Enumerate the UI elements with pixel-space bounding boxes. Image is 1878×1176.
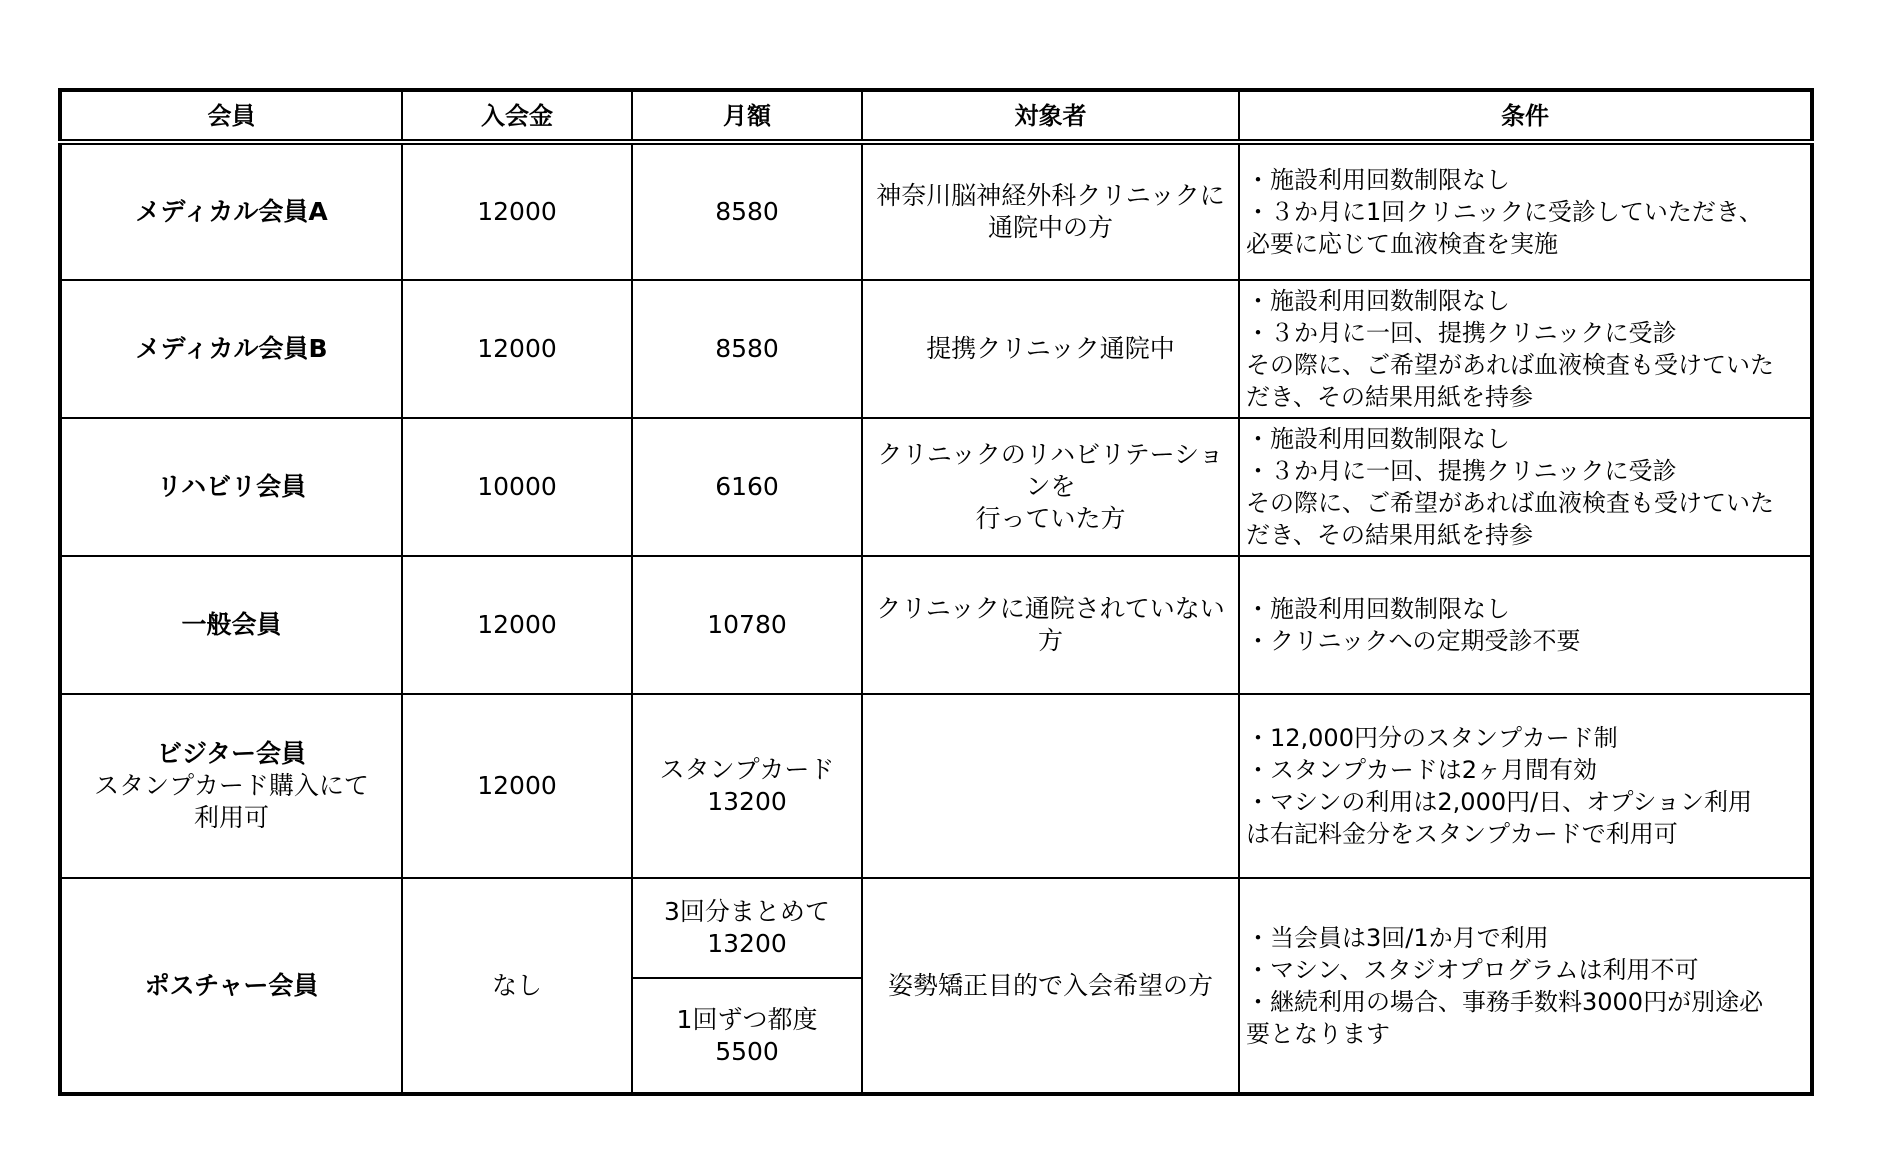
monthly-fee-per-visit: 1回ずつ都度 5500 bbox=[632, 978, 862, 1094]
target-audience bbox=[862, 694, 1239, 878]
table-row bbox=[60, 556, 1812, 694]
conditions: ・施設利用回数制限なし ・３か月に1回クリニックに受診していただき、 必要に応じて血液検査を実施 bbox=[1239, 142, 1812, 280]
member-name: 一般会員 bbox=[60, 556, 402, 694]
header-target: 対象者 bbox=[862, 90, 1239, 142]
membership-table-container bbox=[58, 88, 1810, 1096]
table-row bbox=[60, 694, 1812, 878]
table-header-row bbox=[60, 90, 1812, 142]
target-audience: クリニックのリハビリテーショ ンを 行っていた方 bbox=[862, 418, 1239, 556]
monthly-fee: 6160 bbox=[632, 418, 862, 556]
conditions: ・施設利用回数制限なし ・クリニックへの定期受診不要 bbox=[1239, 556, 1812, 694]
header-joining-fee: 入会金 bbox=[402, 90, 632, 142]
joining-fee: 12000 bbox=[402, 280, 632, 418]
monthly-fee: スタンプカード 13200 bbox=[632, 694, 862, 878]
joining-fee: なし bbox=[402, 878, 632, 1094]
joining-fee: 10000 bbox=[402, 418, 632, 556]
monthly-fee-bundle: 3回分まとめて 13200 bbox=[632, 878, 862, 978]
target-audience: 提携クリニック通院中 bbox=[862, 280, 1239, 418]
member-name: リハビリ会員 bbox=[60, 418, 402, 556]
conditions: ・12,000円分のスタンプカード制 ・スタンプカードは2ヶ月間有効 ・マシンの利用は2,000円/日、オプション利用 は右記料金分をスタンプカードで利用可 bbox=[1239, 694, 1812, 878]
joining-fee: 12000 bbox=[402, 556, 632, 694]
monthly-fee: 8580 bbox=[632, 142, 862, 280]
table-row bbox=[60, 418, 1812, 556]
header-member: 会員 bbox=[60, 90, 402, 142]
conditions: ・当会員は3回/1か月で利用 ・マシン、スタジオプログラムは利用不可 ・継続利用の場合、事務手数料3000円が別途必 要となります bbox=[1239, 878, 1812, 1094]
table-row bbox=[60, 878, 1812, 978]
member-name: メディカル会員A bbox=[60, 142, 402, 280]
monthly-fee: 10780 bbox=[632, 556, 862, 694]
member-name: ビジター会員 スタンプカード購入にて 利用可 bbox=[60, 694, 402, 878]
member-name: ポスチャー会員 bbox=[60, 878, 402, 1094]
conditions: ・施設利用回数制限なし ・３か月に一回、提携クリニックに受診 その際に、ご希望があれば血液検査も受けていた だき、その結果用紙を持参 bbox=[1239, 418, 1812, 556]
membership-fee-table bbox=[58, 88, 1814, 1096]
table-row bbox=[60, 280, 1812, 418]
header-conditions: 条件 bbox=[1239, 90, 1812, 142]
table-row bbox=[60, 142, 1812, 280]
target-audience: 姿勢矯正目的で入会希望の方 bbox=[862, 878, 1239, 1094]
header-monthly: 月額 bbox=[632, 90, 862, 142]
target-audience: 神奈川脳神経外科クリニックに 通院中の方 bbox=[862, 142, 1239, 280]
member-name: メディカル会員B bbox=[60, 280, 402, 418]
joining-fee: 12000 bbox=[402, 142, 632, 280]
target-audience: クリニックに通院されていない 方 bbox=[862, 556, 1239, 694]
joining-fee: 12000 bbox=[402, 694, 632, 878]
monthly-fee: 8580 bbox=[632, 280, 862, 418]
conditions: ・施設利用回数制限なし ・３か月に一回、提携クリニックに受診 その際に、ご希望があれば血液検査も受けていた だき、その結果用紙を持参 bbox=[1239, 280, 1812, 418]
